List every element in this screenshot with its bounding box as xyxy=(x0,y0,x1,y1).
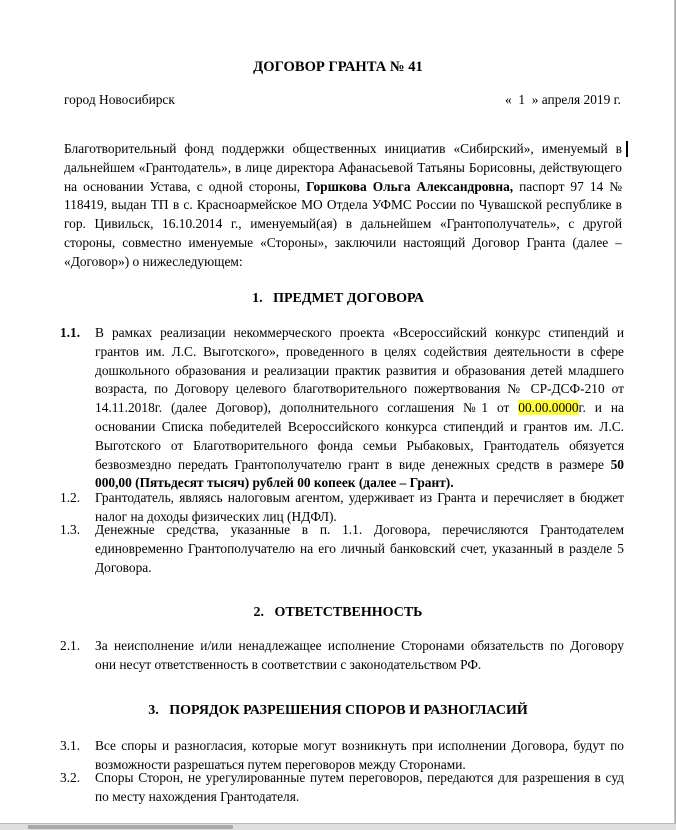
contract-city: город Новосибирск xyxy=(64,92,175,107)
clause-text: Денежные средства, указанные в п. 1.1. Договора, перечисляются Грантодателем единовременно Грантополучателю на его личный банковский счет, указанный в разделе 5 Договора. xyxy=(95,522,624,575)
clause-1-3 xyxy=(60,521,624,577)
clause-number: 1.2. xyxy=(60,490,81,505)
clause-text: За неисполнение и/или ненадлежащее исполнение Сторонами обязательств по Договору они несут ответственность в соответствии с законодательством РФ. xyxy=(95,638,624,672)
clause-3-2 xyxy=(60,769,624,807)
clause-number: 1.1. xyxy=(60,325,81,340)
highlighted-date-placeholder: 00.00.0000 xyxy=(518,400,579,416)
section-heading-disputes: 3. ПОРЯДОК РАЗРЕШЕНИЯ СПОРОВ И РАЗНОГЛАСИЙ xyxy=(148,703,528,718)
section-heading-subject: 1. ПРЕДМЕТ ДОГОВОРА xyxy=(252,291,424,306)
clause-text: Споры Сторон, не урегулированные путем переговоров, передаются для разрешения в суд по месту нахождения Грантодателя. xyxy=(95,770,624,804)
clause-1-1 xyxy=(60,324,624,493)
clause-text-b: г. и на основании Списка победителей Всероссийского конкурса стипендий и грантов им. Л.С. Выготского от Благотворительного фонда семьи Рыбаковых, Грантодатель обязуется безвозмездно передать Грантополучателю грант в виде денежных средств в размере xyxy=(95,400,624,472)
clause-number: 3.2. xyxy=(60,770,81,785)
clause-text xyxy=(95,324,624,493)
contract-date: « 1 » апреля 2019 г. xyxy=(504,92,621,107)
scrollbar-thumb[interactable] xyxy=(28,825,233,829)
clause-number: 2.1. xyxy=(60,638,81,653)
intro-paragraph xyxy=(64,140,622,272)
clause-text: Грантодатель, являясь налоговым агентом, удерживает из Гранта и перечисляет в бюджет налог на доходы физических лиц (НДФЛ). xyxy=(95,490,624,524)
section-heading-liability: 2. ОТВЕТСТВЕННОСТЬ xyxy=(253,605,423,620)
clause-2-1 xyxy=(60,637,624,675)
clause-number: 1.3. xyxy=(60,522,81,537)
intro-text-part2: паспорт 97 14 № 118419, выдан ТП в с. Красноармейское МО Отдела УФМС России по Чувашской республике в гор. Цивильск, 16.10.2014 г., именуемый(ая) в дальнейшем «Грантополучатель», с другой стороны, совместно именуемые «Стороны», заключили настоящий Договор Гранта (далее – «Договор») о нижеследующем: xyxy=(64,178,622,269)
grant-amount: 50 000,00 (Пятьдесят тысяч) рублей 00 копеек (далее – Грант). xyxy=(95,456,624,491)
clause-text: Все споры и разногласия, которые могут возникнуть при исполнении Договора, будут по возможности разрешаться путем переговоров между Сторонами. xyxy=(95,738,624,772)
horizontal-scrollbar[interactable] xyxy=(0,823,676,830)
clause-number: 3.1. xyxy=(60,738,81,753)
intro-text-part1: Благотворительный фонд поддержки общественных инициатив «Сибирский», именуемый в дальнейшем «Грантодатель», в лице директора Афанасьевой Татьяны Борисовны, действующего на основании Устава, с одной стороны, xyxy=(64,141,622,194)
document-title: ДОГОВОР ГРАНТА № 41 xyxy=(253,59,423,75)
recipient-name: Горшкова Ольга Александровна, xyxy=(306,178,514,194)
text-cursor xyxy=(626,141,628,157)
clause-text-a: В рамках реализации некоммерческого проекта «Всероссийский конкурс стипендий и грантов им. Л.С. Выготского», проведенного в целях содействия деятельности в сфере дошкольного образования и реализации практик развития и образования детей младшего возраста, по Договору целевого благотворительного пожертвования № СР-ДСФ-210 от 14.11.2018г. (далее Договор), дополнительного соглашения №1 от xyxy=(95,325,624,416)
